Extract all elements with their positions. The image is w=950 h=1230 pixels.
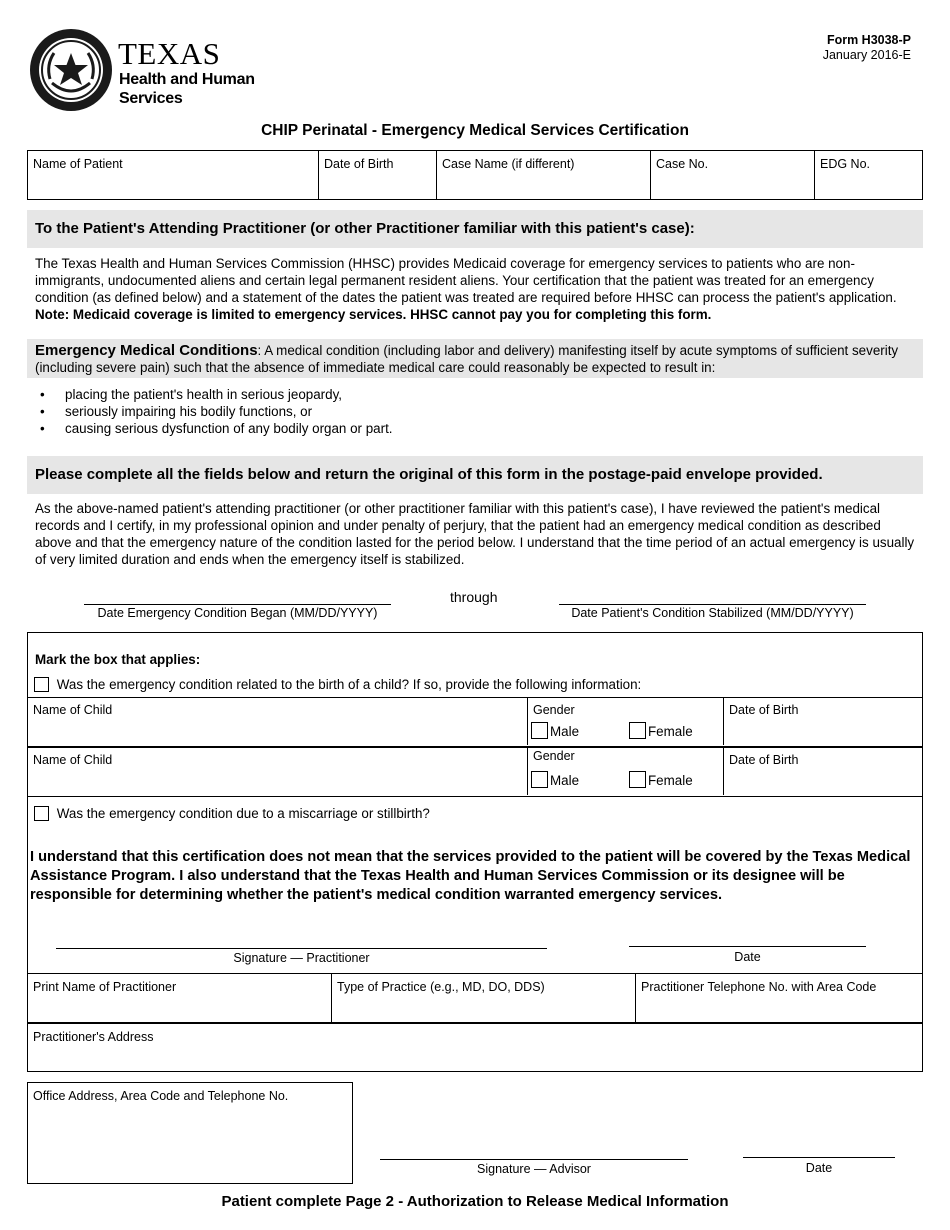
child-row (28, 747, 922, 795)
child-dob-label: Date of Birth (729, 753, 799, 767)
child-name-label: Name of Child (33, 703, 113, 717)
child-name-cell[interactable] (28, 697, 527, 745)
patient-dob-cell[interactable] (319, 151, 436, 199)
male-label: Male (550, 773, 580, 788)
office-address-box[interactable] (27, 1082, 353, 1184)
bullet-item: • placing the patient's health in serious jeopardy, (40, 387, 342, 402)
miscarriage-question-label: Was the emergency condition due to a miscarriage or stillbirth? (56, 806, 430, 821)
office-address-label: Office Address, Area Code and Telephone No. (33, 1089, 289, 1103)
practice-type-cell[interactable] (332, 974, 635, 1022)
logo-health: Health and Human (119, 71, 255, 88)
emergency-text: : A medical condition (including labor and delivery) manifesting itself by acute symptoms of sufficient severity (including severe pain) such that the absence of immediate medical care could reasonably be expected to result in: (35, 343, 899, 375)
miscarriage-checkbox[interactable] (34, 806, 49, 821)
emergency-bullets (40, 386, 393, 437)
child-gender-cell (528, 747, 723, 795)
emergency-paragraph (35, 342, 917, 376)
intro-text: The Texas Health and Human Services Commission (HHSC) provides Medicaid coverage for emergency services to patients who are non-immigrants, undocumented aliens and certain legal permanent resident aliens. Your certification that the patient was treated for an emergency condition (as defined below) and a statement of the dates the patient was treated are required before HHSC can process the patient's application. (35, 256, 897, 305)
form-number: Form H3038-P (826, 33, 911, 47)
date-began-input[interactable] (84, 587, 390, 603)
bullet-item: • causing serious dysfunction of any bodily organ or part. (40, 421, 393, 436)
birth-question (34, 677, 641, 692)
child-gender-cell (528, 697, 723, 745)
advisor-date-line (743, 1157, 895, 1158)
hhs-logo (28, 27, 258, 115)
edg-no-cell[interactable] (815, 151, 922, 199)
child-dob-cell[interactable] (724, 747, 922, 795)
date-stabilized-input[interactable] (559, 587, 865, 603)
patient-name-cell[interactable] (28, 151, 318, 199)
print-name-label: Print Name of Practitioner (33, 980, 177, 994)
practitioner-heading: To the Patient's Attending Practitioner (or other Practitioner familiar with this patient's case): (35, 220, 695, 237)
child-dob-label: Date of Birth (729, 703, 799, 717)
mark-box-heading: Mark the box that applies: (35, 652, 201, 667)
practitioner-date-input[interactable] (629, 929, 865, 945)
female-checkbox[interactable] (629, 771, 646, 788)
practitioner-address-label: Practitioner's Address (33, 1030, 154, 1044)
child-name-cell[interactable] (28, 747, 527, 795)
complete-heading: Please complete all the fields below and return the original of this form in the postage-paid envelope provided. (35, 466, 823, 483)
birth-question-label: Was the emergency condition related to the birth of a child? If so, provide the following information: (56, 677, 642, 692)
intro-note: Note: Medicaid coverage is limited to emergency services. HHSC cannot pay you for completing this form. (35, 307, 712, 322)
female-label: Female (648, 773, 693, 788)
practitioner-name-cell[interactable] (28, 974, 331, 1022)
bullet-item: • seriously impairing his bodily functions, or (40, 404, 313, 419)
birth-checkbox[interactable] (34, 677, 49, 692)
practitioner-signature-label: Signature — Practitioner (233, 951, 370, 965)
case-no-cell[interactable] (651, 151, 814, 199)
date-stabilized-label: Date Patient's Condition Stabilized (MM/DD/YYYY) (571, 606, 854, 620)
intro-paragraph (35, 255, 917, 323)
case-name-cell[interactable] (437, 151, 650, 199)
practice-type-label: Type of Practice (e.g., MD, DO, DDS) (337, 980, 545, 994)
practitioner-phone-label: Practitioner Telephone No. with Area Code (641, 980, 877, 994)
logo-texas: TEXAS (118, 36, 221, 71)
form-date: January 2016-E (822, 48, 911, 62)
miscarriage-question (34, 806, 430, 821)
date-stabilized-line (559, 604, 866, 605)
date-began-label: Date Emergency Condition Began (MM/DD/YYYY) (97, 606, 378, 620)
child-name-label: Name of Child (33, 753, 113, 767)
edg-no-label: EDG No. (820, 157, 871, 171)
emergency-heading: Emergency Medical Conditions (35, 342, 258, 359)
advisor-date-label: Date (805, 1161, 833, 1175)
patient-info-row (27, 150, 923, 200)
male-label: Male (550, 724, 580, 739)
practitioner-date-label: Date (734, 950, 761, 964)
page-title: CHIP Perinatal - Emergency Medical Services Certification (261, 122, 689, 139)
through-label: through (450, 589, 498, 605)
patient-dob-label: Date of Birth (324, 157, 394, 171)
understand-statement: I understand that this certification does not mean that the services provided to the patient will be covered by the Texas Medical Assistance Program. I also understand that the Texas Health and Human Services Commission or its designee will be responsible for determining whether the patient's medical condition warranted emergency services. (30, 849, 911, 903)
practitioner-date-line (629, 946, 866, 947)
date-began-line (84, 604, 391, 605)
advisor-signature-line (380, 1159, 688, 1160)
male-checkbox[interactable] (531, 722, 548, 739)
patient-name-label: Name of Patient (33, 157, 123, 171)
advisor-date-input[interactable] (743, 1140, 894, 1156)
male-checkbox[interactable] (531, 771, 548, 788)
practitioner-signature-input[interactable] (56, 931, 546, 947)
case-name-label: Case Name (if different) (442, 157, 575, 171)
child-gender-label: Gender (533, 749, 575, 763)
child-dob-cell[interactable] (724, 697, 922, 745)
practitioner-address-cell[interactable] (28, 1024, 922, 1071)
certification-box (27, 632, 923, 1072)
child-row (28, 697, 922, 745)
female-checkbox[interactable] (629, 722, 646, 739)
texas-seal-icon (28, 27, 114, 113)
advisor-signature-input[interactable] (380, 1142, 687, 1158)
logo-services: Services (119, 90, 183, 107)
footer-note: Patient complete Page 2 - Authorization to Release Medical Information (221, 1193, 729, 1210)
certify-paragraph: As the above-named patient's attending practitioner (or other practitioner familiar with this patient's case), I have reviewed the patient's medical records and I certify, in my professional opinion and under penalty of perjury, that the patient had an emergency medical condition as described above and that the emergency nature of the condition lasted for the period below. I understand that the time period of an actual emergency is usually of very limited duration and ends when the emergency itself is stabilized. (35, 501, 915, 567)
child-gender-label: Gender (533, 703, 575, 717)
case-no-label: Case No. (656, 157, 709, 171)
practitioner-signature-line (56, 948, 547, 949)
female-label: Female (648, 724, 693, 739)
advisor-signature-label: Signature — Advisor (477, 1162, 591, 1176)
practitioner-phone-cell[interactable] (636, 974, 922, 1022)
